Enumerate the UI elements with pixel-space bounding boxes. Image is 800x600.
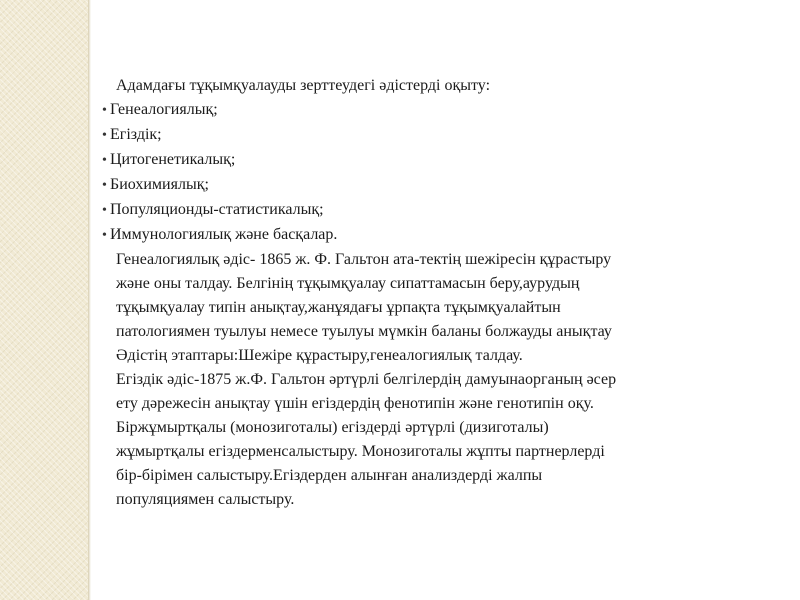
method-label: Популяционды-статистикалық; xyxy=(110,201,324,218)
bullet-icon: • xyxy=(102,128,107,143)
slide-content xyxy=(102,74,762,512)
method-item xyxy=(102,98,762,123)
paragraph-line: Егіздік әдіс-1875 ж.Ф. Гальтон әртүрлі белгілердің дамуынаорганың әсер xyxy=(116,371,617,388)
paragraph-line: тұқымқуалау типін анықтау,жанұядағы ұрпақта тұқымқуалайтын xyxy=(116,299,561,316)
side-band-edge xyxy=(88,0,91,600)
genealogical-method-paragraph xyxy=(102,248,762,368)
method-label: Генеалогиялық; xyxy=(110,101,218,118)
method-item xyxy=(102,123,762,148)
bullet-icon: • xyxy=(102,228,107,243)
method-label: Егіздік; xyxy=(110,126,162,143)
method-label: Иммунологиялық және басқалар. xyxy=(110,226,338,243)
bullet-icon: • xyxy=(102,103,107,118)
bullet-icon: • xyxy=(102,153,107,168)
method-item xyxy=(102,198,762,223)
method-item xyxy=(102,223,762,248)
paragraph-line: патологиямен туылуы немесе туылуы мүмкін баланы болжауды анықтау xyxy=(116,323,612,340)
bullet-icon: • xyxy=(102,203,107,218)
decorative-side-band xyxy=(0,0,88,600)
paragraph-line: Генеалогиялық әдіс- 1865 ж. Ф. Гальтон ата-тектің шежіресін құрастыру xyxy=(116,251,612,268)
method-item xyxy=(102,173,762,198)
paragraph-line: ету дәрежесін анықтау үшін егіздердің фенотипін және генотипін оқу. xyxy=(116,395,594,412)
method-item xyxy=(102,148,762,173)
paragraph-line: бір-бірімен салыстыру.Егіздерден алынған анализдерді жалпы xyxy=(116,467,543,484)
paragraph-line: Әдістің этаптары:Шежіре құрастыру,генеалогиялық талдау. xyxy=(116,347,523,364)
paragraph-line: Біржұмыртқалы (монозиготалы) егіздерді әртүрлі (дизиготалы) xyxy=(116,419,549,436)
slide-heading: Адамдағы тұқымқуалауды зерттеудегі әдістерді оқыту: xyxy=(116,77,491,94)
paragraph-line: және оны талдау. Белгінің тұқымқуалау сипаттамасын беру,аурудың xyxy=(116,275,580,292)
methods-list xyxy=(102,98,762,248)
bullet-icon: • xyxy=(102,178,107,193)
method-label: Цитогенетикалық; xyxy=(110,151,236,168)
method-label: Биохимиялық; xyxy=(110,176,209,193)
twin-method-paragraph xyxy=(102,368,762,512)
paragraph-line: жұмыртқалы егіздерменсалыстыру. Монозиготалы жұпты партнерлерді xyxy=(116,443,605,460)
paragraph-line: популяциямен салыстыру. xyxy=(116,491,295,508)
